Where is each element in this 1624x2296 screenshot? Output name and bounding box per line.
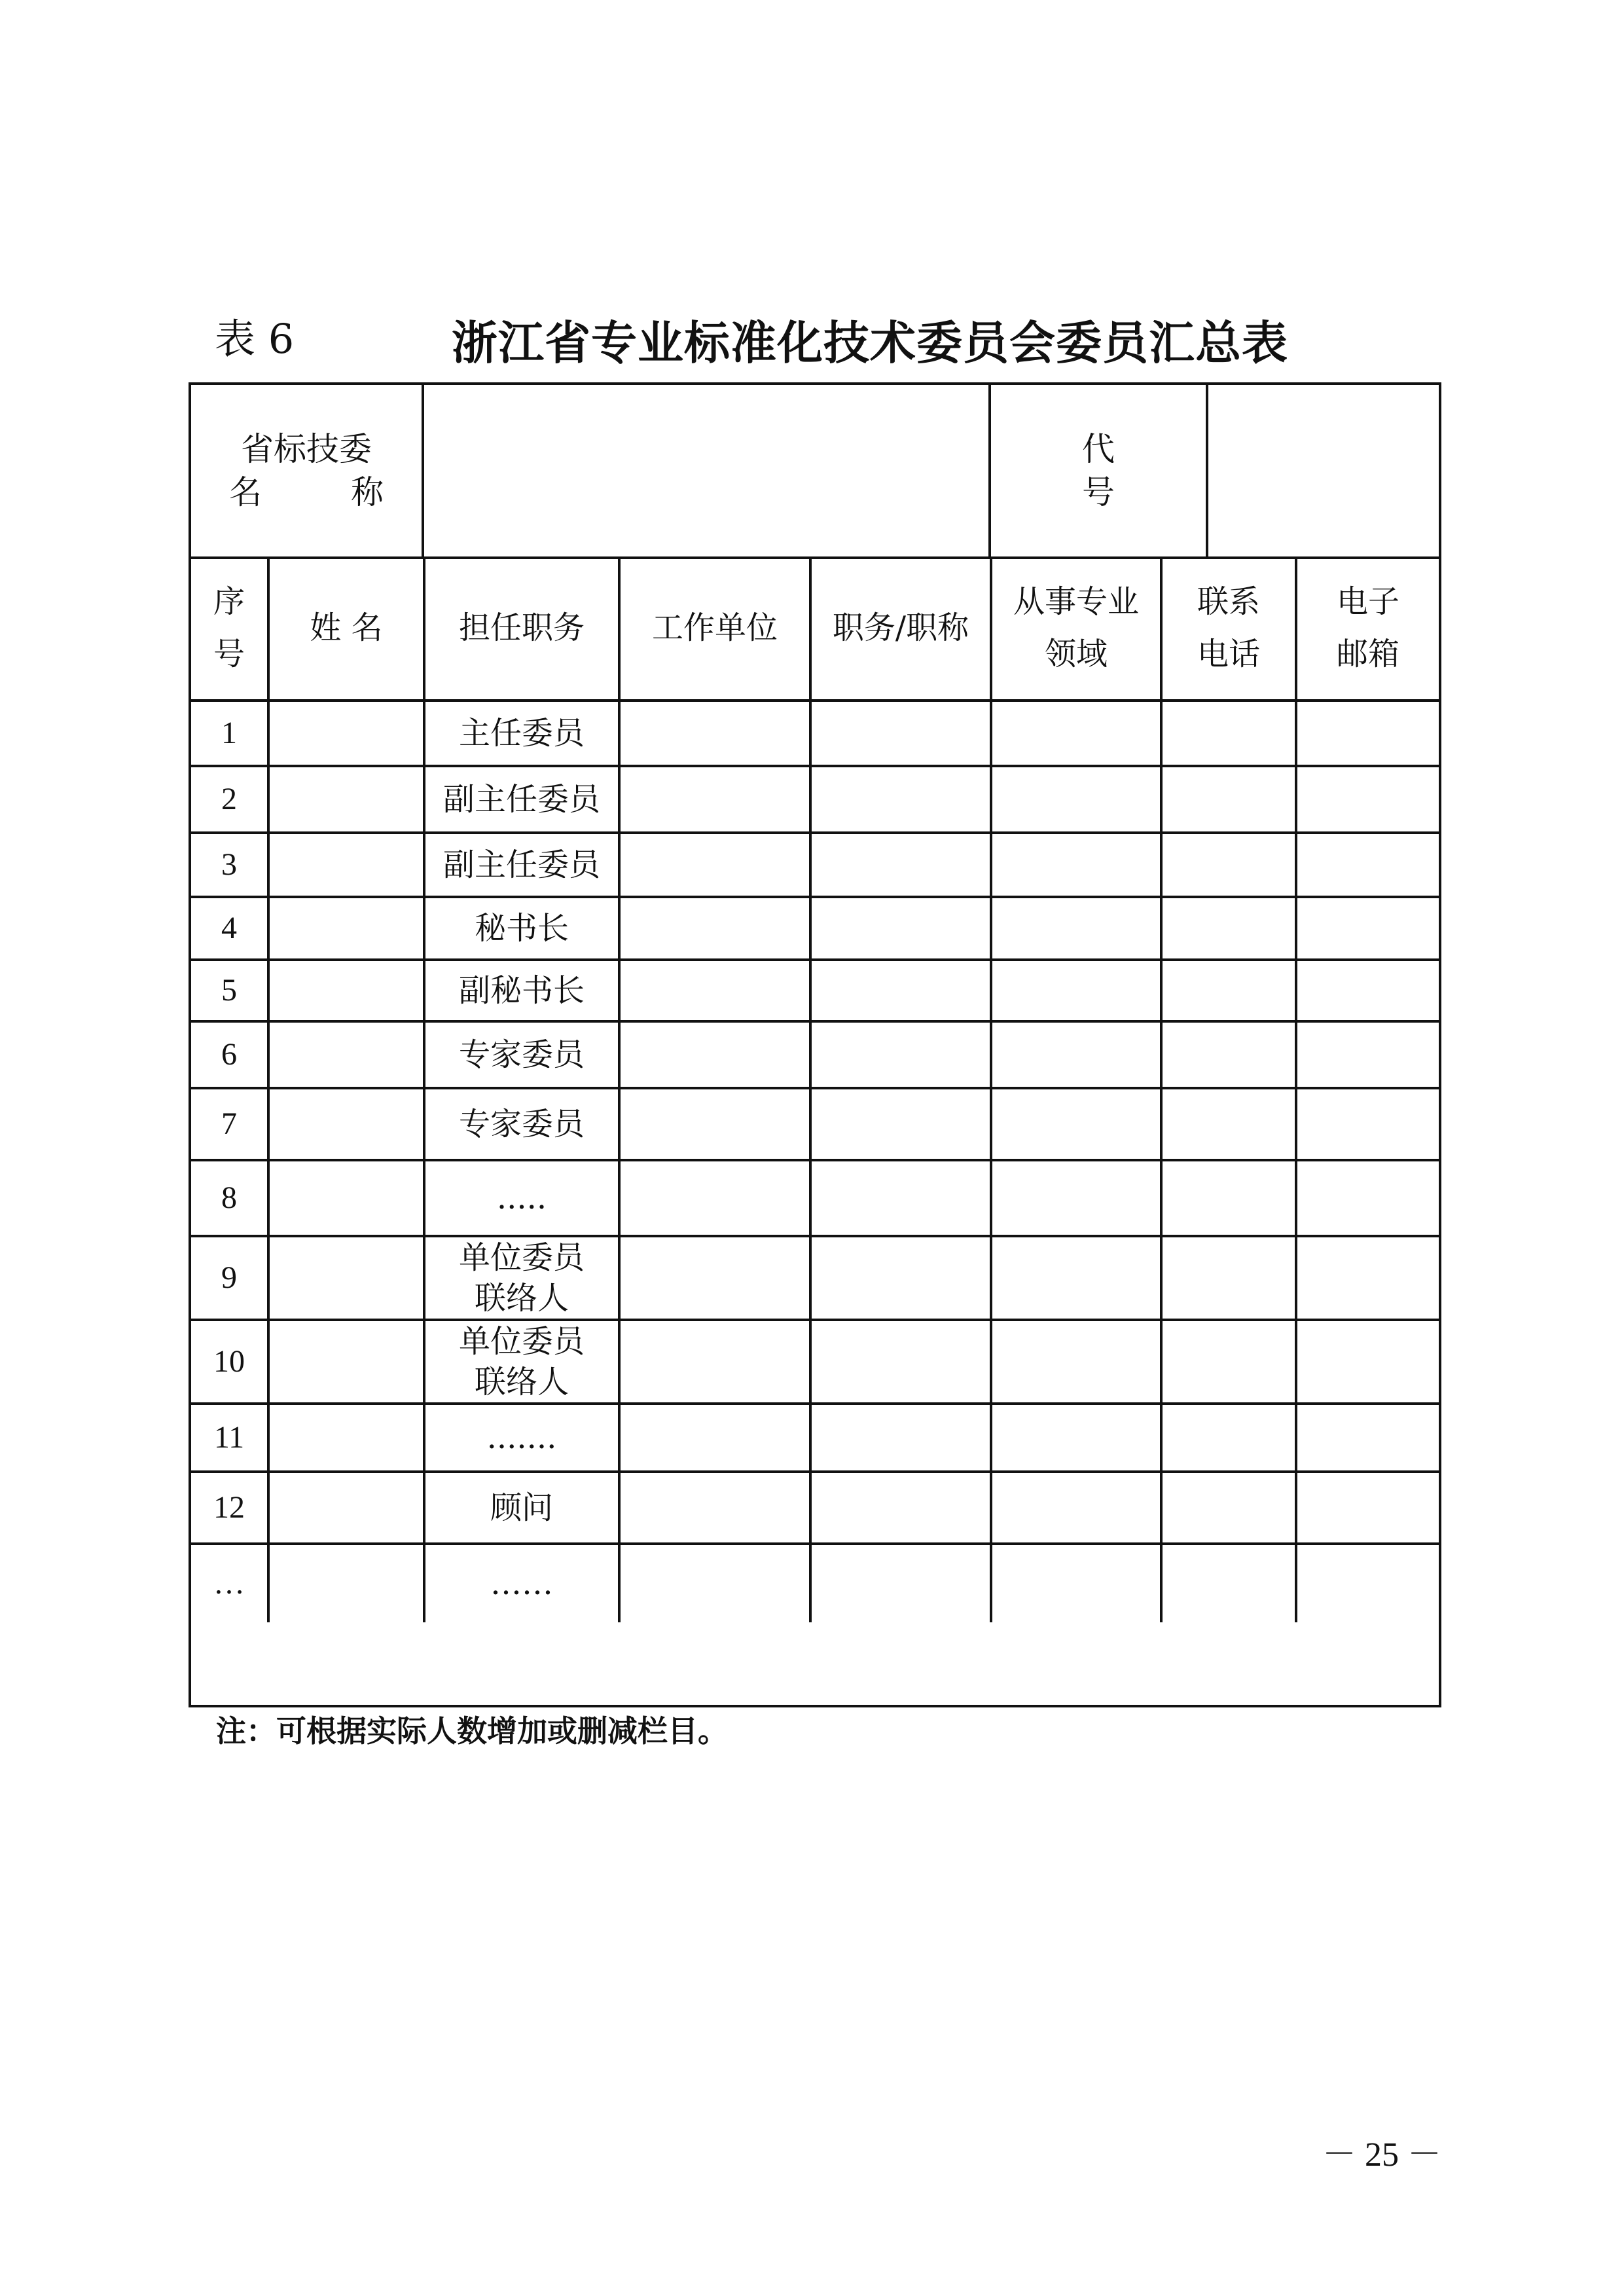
- row-empty-cell[interactable]: [619, 1544, 810, 1622]
- column-header-line1: 联系: [1197, 583, 1260, 620]
- column-header-line1: 工作单位: [651, 610, 778, 646]
- role-line1: 副主任委员: [442, 781, 600, 818]
- row-role-cell: [424, 1404, 619, 1472]
- row-empty-cell[interactable]: [1161, 1544, 1296, 1622]
- row-seq-cell: …: [191, 1544, 268, 1622]
- row-empty-cell[interactable]: [268, 1236, 424, 1320]
- document-title: 浙江省专业标准化技术委员会委员汇总表: [452, 316, 1288, 370]
- page-number: － 25 －: [1322, 2136, 1442, 2174]
- row-seq-cell: 10: [191, 1320, 268, 1404]
- table-row: [191, 960, 1439, 1021]
- table-row: [191, 1404, 1439, 1472]
- row-empty-cell[interactable]: [619, 1236, 810, 1320]
- role-line1: 副主任委员: [442, 847, 600, 883]
- row-empty-cell[interactable]: [1296, 1544, 1439, 1622]
- row-empty-cell[interactable]: [991, 1236, 1161, 1320]
- row-empty-cell[interactable]: [810, 1236, 991, 1320]
- role-line2: 联络人: [474, 1280, 569, 1317]
- row-seq-cell: 7: [191, 1088, 268, 1160]
- column-header-row: [191, 556, 1439, 701]
- column-header-line1: 序: [213, 583, 245, 620]
- column-header-0: [191, 556, 268, 701]
- row-seq-cell: 12: [191, 1472, 268, 1544]
- table-row: [191, 1320, 1439, 1404]
- column-header-2: [424, 556, 619, 701]
- row-role-cell: [424, 1160, 619, 1236]
- row-empty-cell[interactable]: [619, 1160, 810, 1236]
- column-header-line2: 邮箱: [1336, 636, 1399, 672]
- row-empty-cell[interactable]: [1161, 701, 1296, 766]
- row-empty-cell[interactable]: [268, 1021, 424, 1088]
- row-empty-cell[interactable]: [1296, 1472, 1439, 1544]
- row-empty-cell[interactable]: [810, 960, 991, 1021]
- row-empty-cell[interactable]: [1296, 897, 1439, 960]
- row-empty-cell[interactable]: [619, 833, 810, 897]
- committee-code-value[interactable]: [1208, 385, 1441, 556]
- row-empty-cell[interactable]: [268, 1160, 424, 1236]
- row-empty-cell[interactable]: [991, 897, 1161, 960]
- column-header-line1: 担任职务: [458, 610, 585, 646]
- role-line1: 单位委员: [458, 1323, 585, 1360]
- row-seq-cell: 3: [191, 833, 268, 897]
- row-empty-cell[interactable]: [810, 1088, 991, 1160]
- row-empty-cell[interactable]: [810, 701, 991, 766]
- table-row: [191, 1021, 1439, 1088]
- row-empty-cell[interactable]: [1296, 1236, 1439, 1320]
- column-header-line1: 姓 名: [310, 610, 383, 646]
- committee-name-label-line1: 省标技委: [241, 430, 372, 468]
- column-header-line1: 职务/职称: [832, 610, 969, 646]
- row-empty-cell[interactable]: [619, 766, 810, 833]
- member-grid: [191, 556, 1439, 1622]
- row-empty-cell[interactable]: [1296, 833, 1439, 897]
- row-empty-cell[interactable]: [1296, 1021, 1439, 1088]
- table-row: [191, 1544, 1439, 1622]
- committee-name-label-line2: 名 称: [229, 473, 423, 511]
- row-empty-cell[interactable]: [1296, 766, 1439, 833]
- column-header-4: [810, 556, 991, 701]
- row-empty-cell[interactable]: [991, 1404, 1161, 1472]
- row-empty-cell[interactable]: [1161, 766, 1296, 833]
- table-row: [191, 1088, 1439, 1160]
- committee-name-value[interactable]: [424, 385, 991, 556]
- row-empty-cell[interactable]: [1161, 833, 1296, 897]
- role-line1: 副秘书长: [458, 972, 585, 1009]
- row-role-cell: [424, 1021, 619, 1088]
- role-line1: ……: [490, 1565, 553, 1602]
- committee-name-label: [191, 385, 424, 556]
- row-seq-cell: 9: [191, 1236, 268, 1320]
- row-role-cell: [424, 833, 619, 897]
- row-empty-cell[interactable]: [619, 1088, 810, 1160]
- row-empty-cell[interactable]: [1161, 1088, 1296, 1160]
- column-header-7: [1296, 556, 1439, 701]
- row-empty-cell[interactable]: [1296, 701, 1439, 766]
- column-header-5: [991, 556, 1161, 701]
- row-empty-cell[interactable]: [619, 1021, 810, 1088]
- row-seq-cell: 5: [191, 960, 268, 1021]
- row-empty-cell[interactable]: [268, 1320, 424, 1404]
- row-role-cell: [424, 1472, 619, 1544]
- row-empty-cell[interactable]: [810, 1320, 991, 1404]
- row-empty-cell[interactable]: [1161, 1472, 1296, 1544]
- committee-code-label: 代 号: [991, 385, 1208, 556]
- row-empty-cell[interactable]: [991, 1320, 1161, 1404]
- row-empty-cell[interactable]: [1161, 1160, 1296, 1236]
- row-empty-cell[interactable]: [268, 1404, 424, 1472]
- table-note: 注：可根据实际人数增加或删减栏目。: [216, 1713, 728, 1749]
- row-seq-cell: 1: [191, 701, 268, 766]
- table-row: [191, 897, 1439, 960]
- row-empty-cell[interactable]: [991, 1088, 1161, 1160]
- column-header-line2: 领域: [1044, 636, 1108, 672]
- row-empty-cell[interactable]: [1161, 1021, 1296, 1088]
- row-empty-cell[interactable]: [619, 1472, 810, 1544]
- role-line1: 顾问: [490, 1489, 553, 1526]
- row-role-cell: [424, 897, 619, 960]
- row-role-cell: [424, 701, 619, 766]
- table-row: [191, 1472, 1439, 1544]
- role-line1: .......: [486, 1419, 557, 1456]
- row-empty-cell[interactable]: [991, 766, 1161, 833]
- table-row: [191, 1236, 1439, 1320]
- row-empty-cell[interactable]: [991, 1021, 1161, 1088]
- row-role-cell: [424, 960, 619, 1021]
- column-header-line1: 电子: [1336, 583, 1399, 620]
- row-empty-cell[interactable]: [619, 897, 810, 960]
- row-empty-cell[interactable]: [810, 1021, 991, 1088]
- role-line1: 主任委员: [458, 715, 585, 752]
- row-empty-cell[interactable]: [991, 1472, 1161, 1544]
- row-empty-cell[interactable]: [268, 960, 424, 1021]
- row-empty-cell[interactable]: [991, 833, 1161, 897]
- role-line1: 专家委员: [458, 1036, 585, 1073]
- row-empty-cell[interactable]: [991, 701, 1161, 766]
- row-empty-cell[interactable]: [810, 897, 991, 960]
- role-line2: 联络人: [474, 1364, 569, 1400]
- row-empty-cell[interactable]: [810, 833, 991, 897]
- row-empty-cell[interactable]: [268, 833, 424, 897]
- row-seq-cell: 11: [191, 1404, 268, 1472]
- row-empty-cell[interactable]: [268, 897, 424, 960]
- summary-table: [189, 382, 1441, 1707]
- row-role-cell: [424, 1088, 619, 1160]
- row-seq-cell: 8: [191, 1160, 268, 1236]
- row-empty-cell[interactable]: [619, 960, 810, 1021]
- row-empty-cell[interactable]: [268, 1088, 424, 1160]
- row-empty-cell[interactable]: [1161, 1236, 1296, 1320]
- row-empty-cell[interactable]: [619, 701, 810, 766]
- role-line1: 秘书长: [474, 910, 569, 947]
- row-empty-cell[interactable]: [268, 1544, 424, 1622]
- table-row: [191, 701, 1439, 766]
- row-empty-cell[interactable]: [268, 766, 424, 833]
- row-empty-cell[interactable]: [991, 1160, 1161, 1236]
- column-header-line2: 电话: [1197, 636, 1260, 672]
- row-role-cell: [424, 1544, 619, 1622]
- column-header-6: [1161, 556, 1296, 701]
- row-empty-cell[interactable]: [1296, 1404, 1439, 1472]
- row-empty-cell[interactable]: [619, 1404, 810, 1472]
- row-role-cell: [424, 1320, 619, 1404]
- row-seq-cell: 4: [191, 897, 268, 960]
- row-empty-cell[interactable]: [1296, 960, 1439, 1021]
- row-empty-cell[interactable]: [1161, 1320, 1296, 1404]
- role-line1: 专家委员: [458, 1106, 585, 1142]
- column-header-line1: 从事专业: [1013, 583, 1139, 620]
- row-empty-cell[interactable]: [991, 960, 1161, 1021]
- column-header-1: [268, 556, 424, 701]
- role-line1: .....: [496, 1180, 547, 1216]
- row-empty-cell[interactable]: [810, 1160, 991, 1236]
- row-role-cell: [424, 1236, 619, 1320]
- table-number-label: 表 6: [215, 315, 295, 363]
- row-empty-cell[interactable]: [1296, 1160, 1439, 1236]
- row-empty-cell[interactable]: [268, 1472, 424, 1544]
- row-empty-cell[interactable]: [1296, 1088, 1439, 1160]
- row-empty-cell[interactable]: [991, 1544, 1161, 1622]
- column-header-line2: 号: [213, 636, 245, 672]
- table-row: [191, 766, 1439, 833]
- table-row: [191, 833, 1439, 897]
- row-empty-cell[interactable]: [1161, 897, 1296, 960]
- committee-info-row: [191, 385, 1439, 559]
- row-empty-cell[interactable]: [810, 1472, 991, 1544]
- row-empty-cell[interactable]: [810, 1404, 991, 1472]
- row-seq-cell: 2: [191, 766, 268, 833]
- role-line1: 单位委员: [458, 1239, 585, 1276]
- row-empty-cell[interactable]: [619, 1320, 810, 1404]
- row-empty-cell[interactable]: [1296, 1320, 1439, 1404]
- row-empty-cell[interactable]: [1161, 960, 1296, 1021]
- row-seq-cell: 6: [191, 1021, 268, 1088]
- row-empty-cell[interactable]: [810, 766, 991, 833]
- row-empty-cell[interactable]: [1161, 1404, 1296, 1472]
- row-empty-cell[interactable]: [268, 701, 424, 766]
- row-empty-cell[interactable]: [810, 1544, 991, 1622]
- row-role-cell: [424, 766, 619, 833]
- column-header-3: [619, 556, 810, 701]
- table-row: [191, 1160, 1439, 1236]
